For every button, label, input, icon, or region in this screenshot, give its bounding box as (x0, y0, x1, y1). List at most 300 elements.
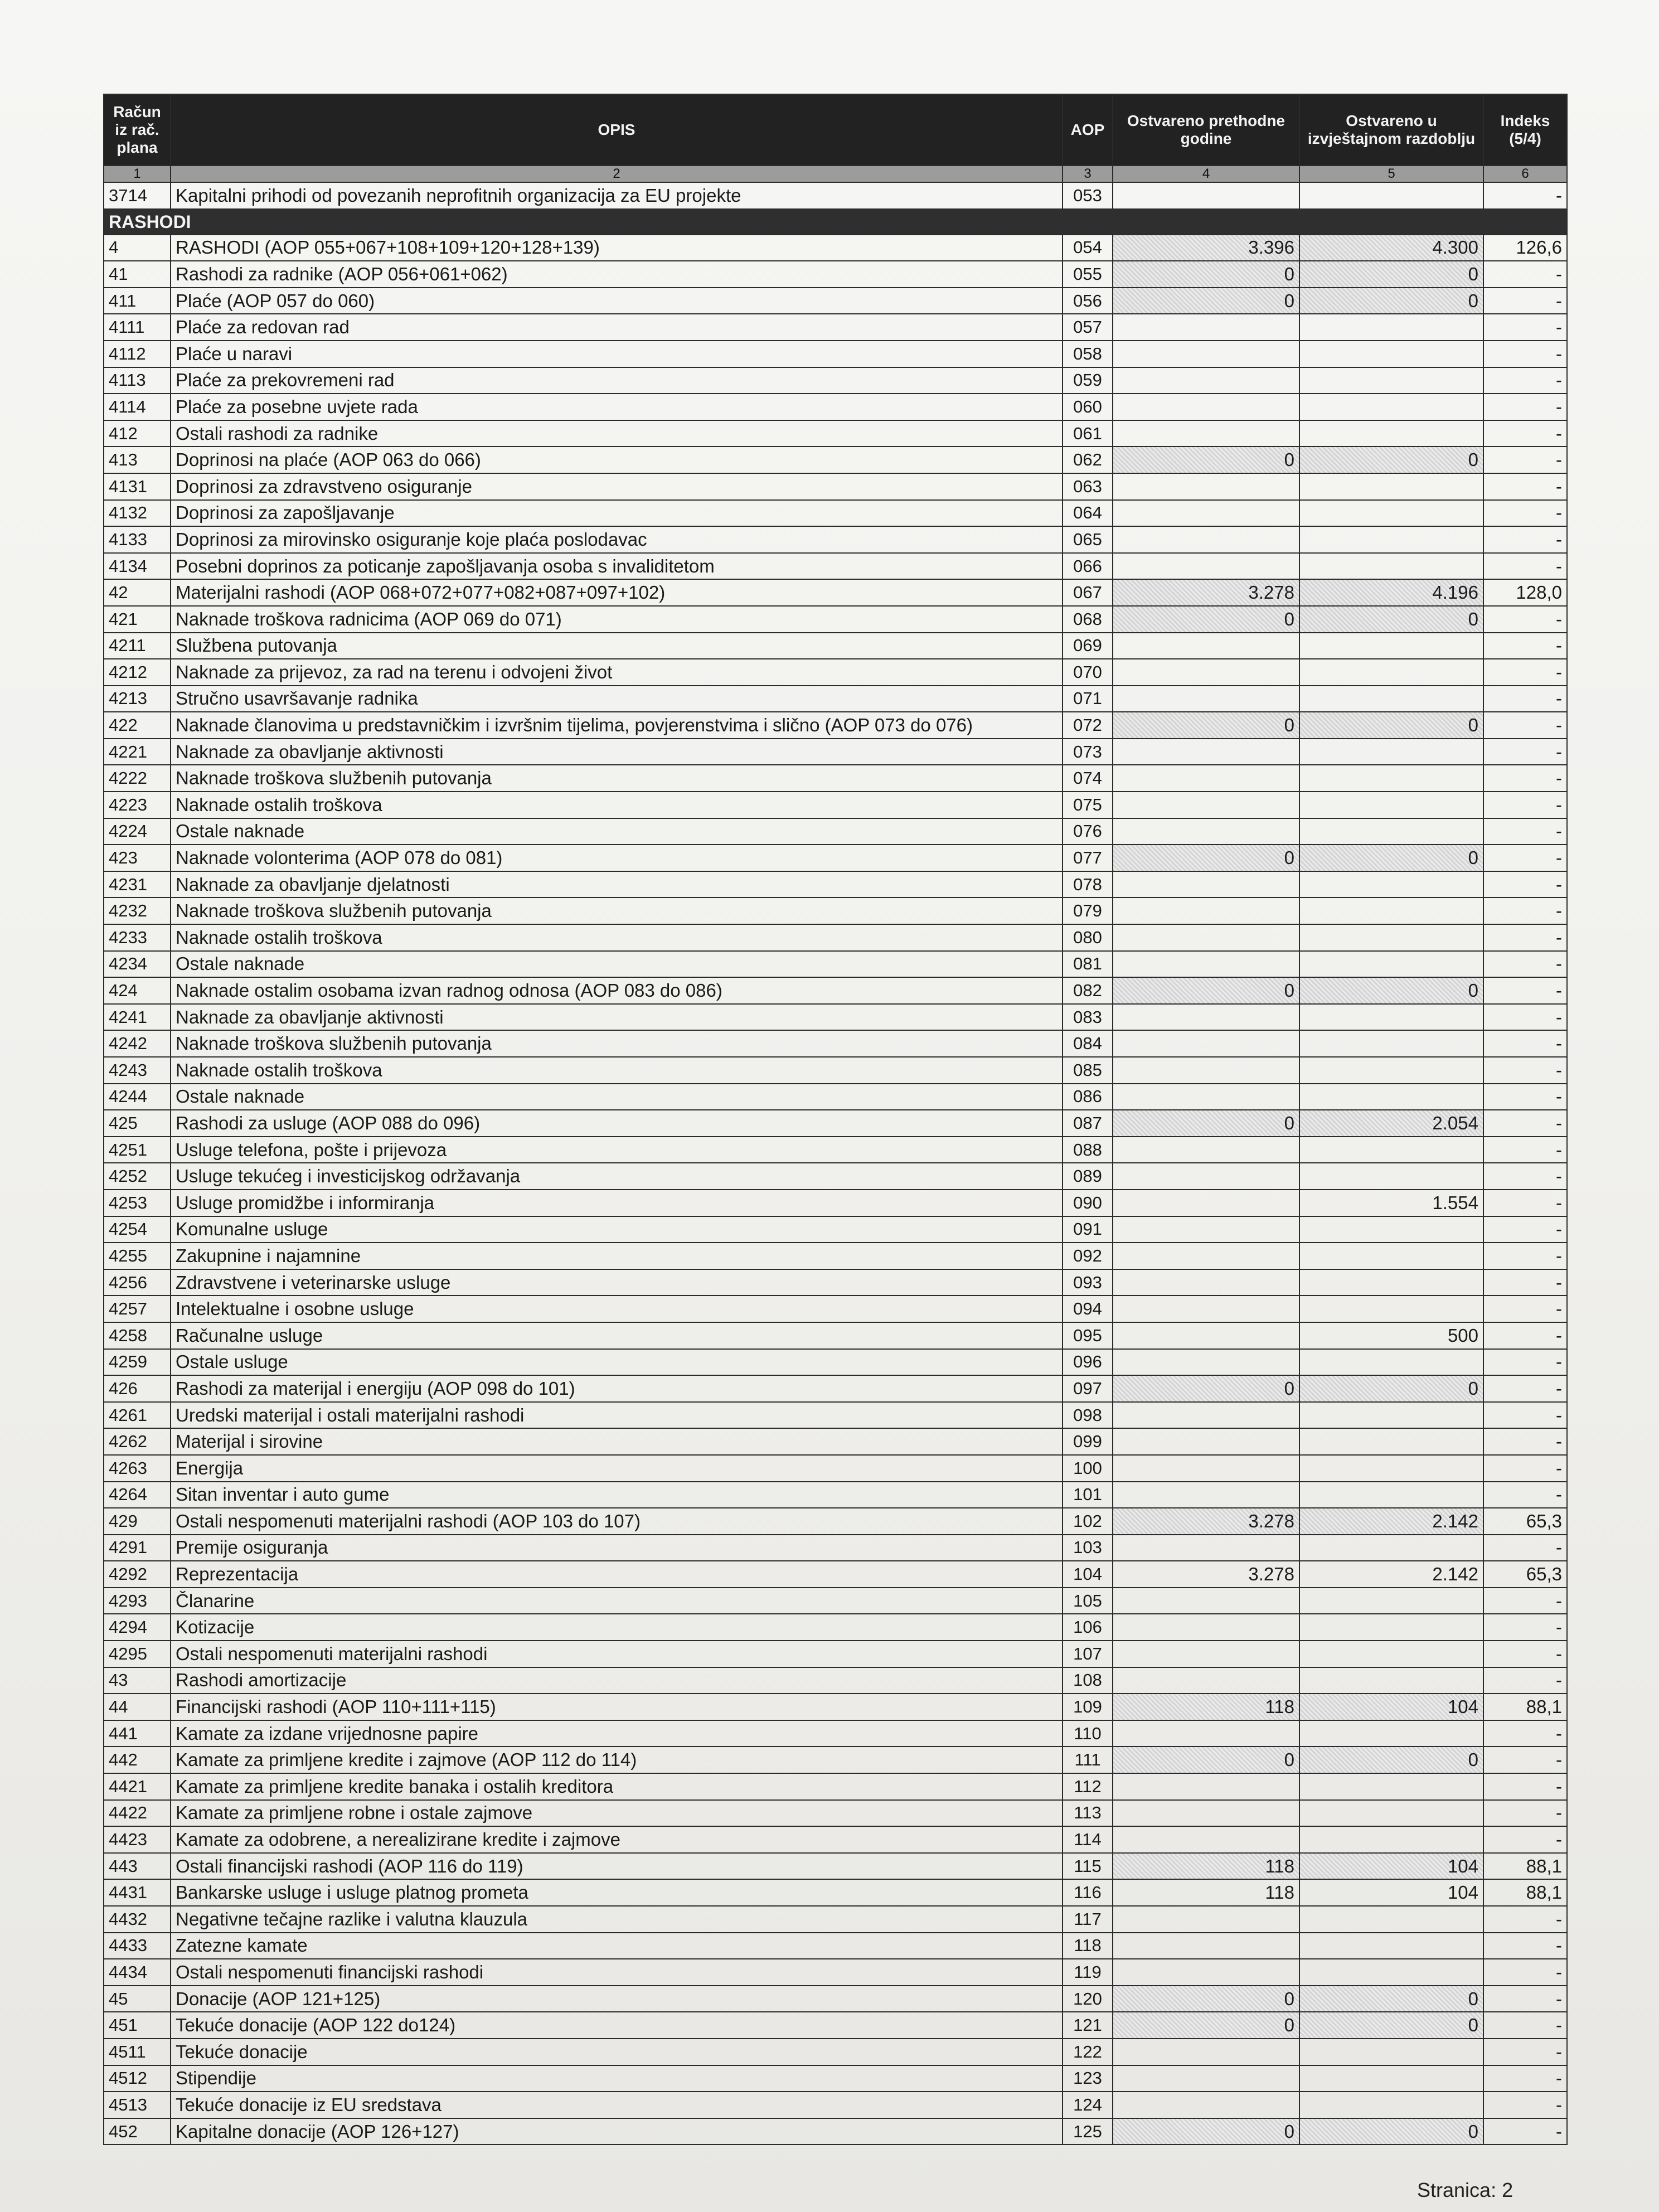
account-code: 44 (104, 1694, 171, 1720)
previous-year-value: 0 (1113, 977, 1299, 1004)
current-period-value (1299, 792, 1483, 818)
index-value: - (1483, 1057, 1567, 1084)
row-description: Ostale naknade (171, 951, 1063, 978)
aop-code: 066 (1063, 553, 1113, 580)
table-row (104, 1004, 1567, 1031)
index-value: - (1483, 1190, 1567, 1216)
current-period-value (1299, 1030, 1483, 1057)
aop-code: 112 (1063, 1773, 1113, 1800)
current-period-value (1299, 314, 1483, 341)
table-row (104, 1933, 1567, 1959)
table-row (104, 1826, 1567, 1853)
row-description: Premije osiguranja (171, 1535, 1063, 1561)
row-description: Posebni doprinos za poticanje zapošljavanja osoba s invaliditetom (171, 553, 1063, 580)
aop-code: 097 (1063, 1375, 1113, 1402)
aop-code: 065 (1063, 526, 1113, 553)
index-value: - (1483, 1535, 1567, 1561)
current-period-value (1299, 1296, 1483, 1322)
current-period-value (1299, 1933, 1483, 1959)
table-row (104, 739, 1567, 765)
current-period-value (1299, 1349, 1483, 1376)
index-value: - (1483, 420, 1567, 447)
account-code: 4244 (104, 1084, 171, 1110)
table-row (104, 2012, 1567, 2039)
row-description: Članarine (171, 1588, 1063, 1614)
current-period-value: 0 (1299, 261, 1483, 288)
aop-code: 122 (1063, 2039, 1113, 2065)
index-value: - (1483, 1243, 1567, 1269)
aop-code: 079 (1063, 898, 1113, 924)
aop-code: 111 (1063, 1747, 1113, 1773)
account-code: 4294 (104, 1614, 171, 1641)
previous-year-value (1113, 1800, 1299, 1827)
current-period-value (1299, 1402, 1483, 1429)
row-description: Negativne tečajne razlike i valutna klauzula (171, 1906, 1063, 1933)
previous-year-value: 0 (1113, 1375, 1299, 1402)
index-value: - (1483, 1906, 1567, 1933)
aop-code: 061 (1063, 420, 1113, 447)
account-code: 4132 (104, 500, 171, 527)
table-row (104, 1508, 1567, 1535)
current-period-value (1299, 1959, 1483, 1986)
account-code: 4423 (104, 1826, 171, 1853)
current-period-value (1299, 898, 1483, 924)
row-description: Službena putovanja (171, 633, 1063, 659)
index-value: 88,1 (1483, 1853, 1567, 1880)
account-code: 4292 (104, 1561, 171, 1588)
account-code: 4243 (104, 1057, 171, 1084)
previous-year-value (1113, 341, 1299, 367)
previous-year-value (1113, 1057, 1299, 1084)
previous-year-value (1113, 1243, 1299, 1269)
previous-year-value (1113, 739, 1299, 765)
previous-year-value (1113, 686, 1299, 712)
account-code: 4255 (104, 1243, 171, 1269)
previous-year-value (1113, 1933, 1299, 1959)
section-header-row (104, 209, 1567, 235)
account-code: 4241 (104, 1004, 171, 1031)
row-description: Naknade troškova službenih putovanja (171, 765, 1063, 792)
current-period-value (1299, 367, 1483, 394)
aop-code: 093 (1063, 1269, 1113, 1296)
previous-year-value (1113, 1269, 1299, 1296)
row-description: Stručno usavršavanje radnika (171, 686, 1063, 712)
aop-code: 077 (1063, 845, 1113, 871)
index-value: 88,1 (1483, 1879, 1567, 1906)
row-description: Tekuće donacije (AOP 122 do124) (171, 2012, 1063, 2039)
account-code: 4 (104, 235, 171, 261)
row-description: Ostale naknade (171, 818, 1063, 845)
aop-code: 116 (1063, 1879, 1113, 1906)
current-period-value (1299, 420, 1483, 447)
index-value: - (1483, 367, 1567, 394)
table-row (104, 1216, 1567, 1243)
index-value: - (1483, 1826, 1567, 1853)
index-value: - (1483, 1375, 1567, 1402)
account-code: 4213 (104, 686, 171, 712)
previous-year-value (1113, 473, 1299, 500)
account-code: 4211 (104, 633, 171, 659)
account-code: 4221 (104, 739, 171, 765)
current-period-value (1299, 1163, 1483, 1190)
current-period-value (1299, 473, 1483, 500)
row-description: Usluge promidžbe i informiranja (171, 1190, 1063, 1216)
previous-year-value (1113, 1137, 1299, 1163)
previous-year-value: 0 (1113, 845, 1299, 871)
aop-code: 067 (1063, 579, 1113, 606)
table-row (104, 1084, 1567, 1110)
aop-code: 071 (1063, 686, 1113, 712)
account-code: 42 (104, 579, 171, 606)
previous-year-value: 3.396 (1113, 235, 1299, 261)
row-description: Kamate za primljene kredite banaka i ostalih kreditora (171, 1773, 1063, 1800)
account-code: 452 (104, 2118, 171, 2145)
row-description: Ostali nespomenuti financijski rashodi (171, 1959, 1063, 1986)
previous-year-value (1113, 1614, 1299, 1641)
table-row (104, 1455, 1567, 1482)
current-period-value (1299, 1773, 1483, 1800)
current-period-value (1299, 765, 1483, 792)
current-period-value (1299, 1137, 1483, 1163)
row-description: Plaće za redovan rad (171, 314, 1063, 341)
row-description: Komunalne usluge (171, 1216, 1063, 1243)
row-description: Naknade troškova službenih putovanja (171, 1030, 1063, 1057)
current-period-value (1299, 633, 1483, 659)
row-description: Doprinosi za zapošljavanje (171, 500, 1063, 527)
current-period-value: 0 (1299, 845, 1483, 871)
index-value: - (1483, 845, 1567, 871)
table-row (104, 182, 1567, 209)
table-row (104, 1349, 1567, 1376)
row-description: Rashodi za radnike (AOP 056+061+062) (171, 261, 1063, 288)
table-row (104, 500, 1567, 527)
table-row (104, 314, 1567, 341)
aop-code: 072 (1063, 712, 1113, 739)
previous-year-value (1113, 1482, 1299, 1508)
aop-code: 059 (1063, 367, 1113, 394)
aop-code: 115 (1063, 1853, 1113, 1880)
previous-year-value (1113, 1535, 1299, 1561)
index-value: - (1483, 792, 1567, 818)
previous-year-value (1113, 526, 1299, 553)
current-period-value (1299, 1588, 1483, 1614)
index-value: 126,6 (1483, 235, 1567, 261)
previous-year-value: 0 (1113, 2012, 1299, 2039)
current-period-value: 0 (1299, 1747, 1483, 1773)
account-code: 4134 (104, 553, 171, 580)
index-value: - (1483, 712, 1567, 739)
account-code: 4112 (104, 341, 171, 367)
table-row (104, 924, 1567, 951)
row-description: Materijalni rashodi (AOP 068+072+077+082+087+097+102) (171, 579, 1063, 606)
table-row (104, 288, 1567, 314)
aop-code: 096 (1063, 1349, 1113, 1376)
row-description: Naknade ostalih troškova (171, 924, 1063, 951)
table-row (104, 1057, 1567, 1084)
index-value: - (1483, 1296, 1567, 1322)
row-description: Zatezne kamate (171, 1933, 1063, 1959)
account-code: 4131 (104, 473, 171, 500)
table-row (104, 447, 1567, 473)
table-row (104, 1428, 1567, 1455)
row-description: Doprinosi na plaće (AOP 063 do 066) (171, 447, 1063, 473)
previous-year-value: 3.278 (1113, 1561, 1299, 1588)
index-value: - (1483, 1163, 1567, 1190)
aop-code: 062 (1063, 447, 1113, 473)
previous-year-value: 118 (1113, 1879, 1299, 1906)
aop-code: 055 (1063, 261, 1113, 288)
previous-year-value (1113, 1667, 1299, 1694)
current-period-value (1299, 818, 1483, 845)
current-period-value (1299, 924, 1483, 951)
table-row (104, 579, 1567, 606)
account-code: 424 (104, 977, 171, 1004)
aop-code: 074 (1063, 765, 1113, 792)
row-description: Intelektualne i osobne usluge (171, 1296, 1063, 1322)
table-row (104, 1322, 1567, 1349)
current-period-value: 104 (1299, 1879, 1483, 1906)
header-previous-year: Ostvareno prethodne godine (1113, 94, 1299, 166)
account-code: 4512 (104, 2065, 171, 2092)
index-value: - (1483, 261, 1567, 288)
table-row (104, 1853, 1567, 1880)
row-description: Stipendije (171, 2065, 1063, 2092)
row-description: Zakupnine i najamnine (171, 1243, 1063, 1269)
account-code: 4432 (104, 1906, 171, 1933)
aop-code: 083 (1063, 1004, 1113, 1031)
aop-code: 082 (1063, 977, 1113, 1004)
row-description: Naknade za prijevoz, za rad na terenu i odvojeni život (171, 659, 1063, 686)
expenditure-table (103, 94, 1568, 2145)
aop-code: 069 (1063, 633, 1113, 659)
previous-year-value (1113, 951, 1299, 978)
current-period-value (1299, 1084, 1483, 1110)
previous-year-value (1113, 1349, 1299, 1376)
current-period-value (1299, 2065, 1483, 2092)
aop-code: 104 (1063, 1561, 1113, 1588)
row-description: Materijal i sirovine (171, 1428, 1063, 1455)
aop-code: 109 (1063, 1694, 1113, 1720)
current-period-value (1299, 1428, 1483, 1455)
table-row (104, 2039, 1567, 2065)
current-period-value (1299, 951, 1483, 978)
index-value: - (1483, 765, 1567, 792)
account-code: 4251 (104, 1137, 171, 1163)
previous-year-value (1113, 1190, 1299, 1216)
table-row (104, 1402, 1567, 1429)
current-period-value (1299, 182, 1483, 209)
row-description: Ostali financijski rashodi (AOP 116 do 119) (171, 1853, 1063, 1880)
table-row (104, 420, 1567, 447)
index-value: - (1483, 553, 1567, 580)
previous-year-value (1113, 792, 1299, 818)
account-code: 4233 (104, 924, 171, 951)
row-description: Ostali nespomenuti materijalni rashodi (AOP 103 do 107) (171, 1508, 1063, 1535)
row-description: Zdravstvene i veterinarske usluge (171, 1269, 1063, 1296)
account-code: 422 (104, 712, 171, 739)
current-period-value: 0 (1299, 447, 1483, 473)
current-period-value: 4.196 (1299, 579, 1483, 606)
table-row (104, 1720, 1567, 1747)
aop-code: 119 (1063, 1959, 1113, 1986)
table-row (104, 2065, 1567, 2092)
table-row (104, 1190, 1567, 1216)
aop-code: 078 (1063, 871, 1113, 898)
account-code: 4224 (104, 818, 171, 845)
aop-code: 099 (1063, 1428, 1113, 1455)
table-row (104, 951, 1567, 978)
row-description: Naknade za obavljanje aktivnosti (171, 739, 1063, 765)
aop-code: 073 (1063, 739, 1113, 765)
account-code: 4223 (104, 792, 171, 818)
row-description: Tekuće donacije (171, 2039, 1063, 2065)
account-code: 4258 (104, 1322, 171, 1349)
previous-year-value (1113, 1163, 1299, 1190)
previous-year-value (1113, 2092, 1299, 2118)
aop-code: 123 (1063, 2065, 1113, 2092)
previous-year-value (1113, 182, 1299, 209)
previous-year-value (1113, 924, 1299, 951)
index-value: - (1483, 659, 1567, 686)
aop-code: 054 (1063, 235, 1113, 261)
aop-code: 095 (1063, 1322, 1113, 1349)
table-row (104, 1296, 1567, 1322)
table-row (104, 1694, 1567, 1720)
account-code: 412 (104, 420, 171, 447)
account-code: 451 (104, 2012, 171, 2039)
previous-year-value (1113, 1402, 1299, 1429)
index-value: - (1483, 1004, 1567, 1031)
current-period-value (1299, 553, 1483, 580)
index-value: - (1483, 1800, 1567, 1827)
current-period-value (1299, 2039, 1483, 2065)
index-value: - (1483, 898, 1567, 924)
previous-year-value (1113, 633, 1299, 659)
index-value: - (1483, 1428, 1567, 1455)
account-code: 4231 (104, 871, 171, 898)
aop-code: 086 (1063, 1084, 1113, 1110)
account-code: 4113 (104, 367, 171, 394)
account-code: 4513 (104, 2092, 171, 2118)
previous-year-value (1113, 1720, 1299, 1747)
current-period-value: 0 (1299, 1375, 1483, 1402)
header-aop: AOP (1063, 94, 1113, 166)
index-value: - (1483, 633, 1567, 659)
current-period-value (1299, 871, 1483, 898)
index-value: - (1483, 1084, 1567, 1110)
header-description: OPIS (171, 94, 1063, 166)
table-row (104, 1110, 1567, 1137)
aop-code: 085 (1063, 1057, 1113, 1084)
current-period-value: 0 (1299, 2012, 1483, 2039)
aop-code: 125 (1063, 2118, 1113, 2145)
row-description: Kotizacije (171, 1614, 1063, 1641)
previous-year-value (1113, 2065, 1299, 2092)
table-row (104, 553, 1567, 580)
index-value: 65,3 (1483, 1508, 1567, 1535)
previous-year-value (1113, 1959, 1299, 1986)
previous-year-value (1113, 1216, 1299, 1243)
index-value: - (1483, 473, 1567, 500)
previous-year-value: 0 (1113, 606, 1299, 633)
previous-year-value: 0 (1113, 1110, 1299, 1137)
index-value: - (1483, 2118, 1567, 2145)
previous-year-value (1113, 553, 1299, 580)
current-period-value (1299, 1482, 1483, 1508)
table-row (104, 898, 1567, 924)
index-value: - (1483, 606, 1567, 633)
row-description: Tekuće donacije iz EU sredstava (171, 2092, 1063, 2118)
table-row (104, 606, 1567, 633)
aop-code: 063 (1063, 473, 1113, 500)
index-value: - (1483, 1720, 1567, 1747)
row-description: Uredski materijal i ostali materijalni rashodi (171, 1402, 1063, 1429)
table-row (104, 1561, 1567, 1588)
index-value: - (1483, 924, 1567, 951)
table-row (104, 818, 1567, 845)
current-period-value (1299, 659, 1483, 686)
account-code: 4422 (104, 1800, 171, 1827)
account-code: 4433 (104, 1933, 171, 1959)
table-row (104, 792, 1567, 818)
current-period-value (1299, 1800, 1483, 1827)
table-row (104, 1269, 1567, 1296)
current-period-value (1299, 686, 1483, 712)
table-row (104, 977, 1567, 1004)
previous-year-value (1113, 765, 1299, 792)
previous-year-value (1113, 1641, 1299, 1667)
table-row (104, 1163, 1567, 1190)
current-period-value (1299, 394, 1483, 420)
aop-code: 107 (1063, 1641, 1113, 1667)
index-value: - (1483, 1269, 1567, 1296)
previous-year-value (1113, 898, 1299, 924)
row-description: Plaće za prekovremeni rad (171, 367, 1063, 394)
table-row (104, 1137, 1567, 1163)
aop-code: 084 (1063, 1030, 1113, 1057)
table-row (104, 2092, 1567, 2118)
aop-code: 094 (1063, 1296, 1113, 1322)
previous-year-value (1113, 1004, 1299, 1031)
row-description: Rashodi za usluge (AOP 088 do 096) (171, 1110, 1063, 1137)
account-code: 4291 (104, 1535, 171, 1561)
row-description: Naknade volonterima (AOP 078 do 081) (171, 845, 1063, 871)
previous-year-value (1113, 367, 1299, 394)
account-code: 4261 (104, 1402, 171, 1429)
account-code: 4511 (104, 2039, 171, 2065)
table-row (104, 235, 1567, 261)
table-row (104, 1747, 1567, 1773)
aop-code: 110 (1063, 1720, 1113, 1747)
row-description: Rashodi amortizacije (171, 1667, 1063, 1694)
previous-year-value (1113, 1588, 1299, 1614)
index-value: - (1483, 2065, 1567, 2092)
previous-year-value (1113, 1826, 1299, 1853)
index-value: - (1483, 1747, 1567, 1773)
header-index: Indeks (5/4) (1483, 94, 1567, 166)
current-period-value: 0 (1299, 712, 1483, 739)
index-value: - (1483, 182, 1567, 209)
account-code: 4257 (104, 1296, 171, 1322)
aop-code: 105 (1063, 1588, 1113, 1614)
row-description: Naknade troškova radnicima (AOP 069 do 071) (171, 606, 1063, 633)
current-period-value (1299, 1004, 1483, 1031)
current-period-value: 2.054 (1299, 1110, 1483, 1137)
account-code: 4133 (104, 526, 171, 553)
table-row (104, 1030, 1567, 1057)
aop-code: 089 (1063, 1163, 1113, 1190)
table-row (104, 341, 1567, 367)
